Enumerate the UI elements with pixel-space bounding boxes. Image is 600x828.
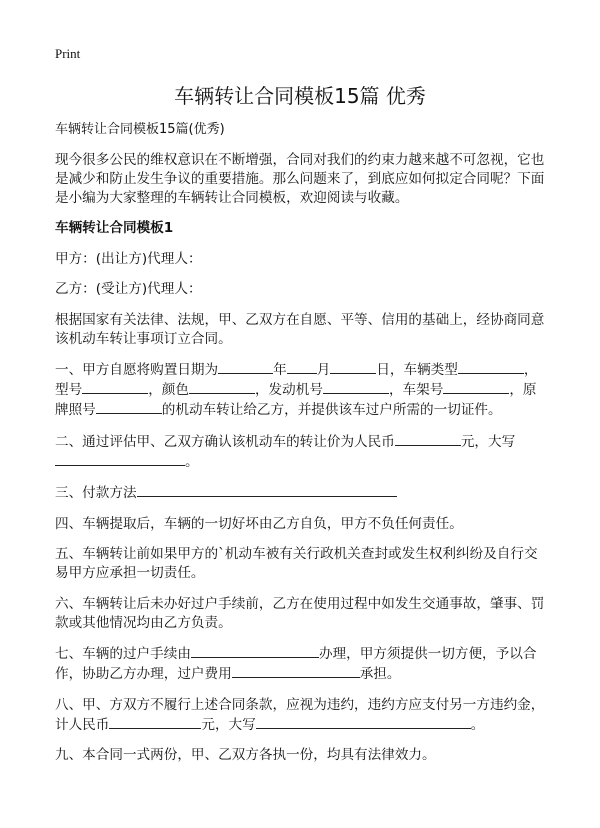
blank-frame-no xyxy=(443,380,509,394)
clause-text: ，车架号 xyxy=(388,382,444,398)
blank-price-words xyxy=(55,452,185,466)
clause-3 xyxy=(55,483,547,503)
clause-1 xyxy=(55,360,547,420)
blank-vehicle-type xyxy=(458,360,524,374)
blank-color xyxy=(189,380,255,394)
clause-2 xyxy=(55,432,547,472)
clause-text: ，原牌照号 xyxy=(55,382,537,418)
clause-text: 办理，甲方须提供一切方便，予以合作，协助乙方办理，过户费用 xyxy=(55,646,537,682)
clause-text: 。 xyxy=(185,453,199,470)
clause-text: 三、付款方法 xyxy=(55,485,137,501)
clause-text: 一、甲方自愿将购置日期为 xyxy=(55,362,219,378)
clause-8 xyxy=(55,696,547,735)
clause-text: 八、甲、方双方不履行上述合同条款，应视为违约，违约方应支付另一方违约金，计人民币 xyxy=(55,696,545,733)
clause-text: ，型号 xyxy=(55,362,538,398)
party-a-line: 甲方：(出让方)代理人： xyxy=(55,250,202,267)
clause-text: ，颜色 xyxy=(148,382,189,398)
blank-penalty-words xyxy=(256,715,471,729)
blank-year xyxy=(218,360,273,374)
clause-5: 五、车辆转让前如果甲方的`机动车被有关行政机关查封或发生权利纠纷及自行交易甲方应承担一切责任。 xyxy=(55,546,538,581)
blank-engine-no xyxy=(323,380,389,394)
blank-model xyxy=(82,380,148,394)
document-body xyxy=(55,120,547,777)
blank-day xyxy=(330,360,376,374)
clause-text: 月 xyxy=(316,362,331,378)
clause-4: 四、车辆提取后，车辆的一切好坏由乙方自负，甲方不负任何责任。 xyxy=(55,515,463,532)
intro-paragraph: 现今很多公民的维权意识在不断增强，合同对我们的约束力越来越不可忽视，它也是减少和防止发生争议的重要措施。那么问题来了，到底应如何拟定合同呢？下面是小编为大家整理的车辆转让合同模板，欢迎阅读与收藏。 xyxy=(55,151,545,206)
clause-text: 日，车辆类型 xyxy=(376,362,458,378)
clause-text: 的机动车转让给乙方，并提供该车过户所需的一切证件。 xyxy=(161,402,502,418)
party-b-line: 乙方：(受让方)代理人： xyxy=(55,281,202,297)
clause-6: 六、车辆转让后未办好过户手续前，乙方在使用过程中如发生交通事故，肇事、罚款或其他情况均由乙方负责。 xyxy=(55,595,545,631)
subtitle: 车辆转让合同模板15篇(优秀) xyxy=(55,122,225,137)
clause-text: 。 xyxy=(470,716,485,733)
blank-plate-no xyxy=(96,400,162,414)
blank-transfer-handler xyxy=(191,644,319,658)
blank-payment-method xyxy=(137,483,397,497)
clause-9: 九、本合同一式两份，甲、乙双方各执一份，均具有法律效力。 xyxy=(55,747,436,763)
blank-month xyxy=(287,360,317,374)
clause-text: 二、通过评估甲、乙双方确认该机动车的转让价为人民币 xyxy=(55,433,395,450)
page-title: 车辆转让合同模板15篇 优秀 xyxy=(174,84,426,108)
preamble-paragraph: 根据国家有关法律、法规，甲、乙双方在自愿、平等、信用的基础上，经协商同意该机动车转让事项订立合同。 xyxy=(55,311,545,347)
clause-text: 七、车辆的过户手续由 xyxy=(55,646,191,662)
clause-text: 承担。 xyxy=(359,666,401,682)
clause-text: 年 xyxy=(273,362,287,378)
clause-7 xyxy=(55,644,547,684)
print-link[interactable]: Print xyxy=(55,46,81,61)
blank-fee-payer xyxy=(232,664,360,678)
clause-text: ，发动机号 xyxy=(254,382,323,398)
section-heading: 车辆转让合同模板1 xyxy=(55,220,174,236)
blank-price xyxy=(395,432,461,446)
clause-text: 元，大写 xyxy=(201,716,256,733)
clause-text: 元，大写 xyxy=(460,433,516,450)
blank-penalty-amount xyxy=(109,715,201,729)
